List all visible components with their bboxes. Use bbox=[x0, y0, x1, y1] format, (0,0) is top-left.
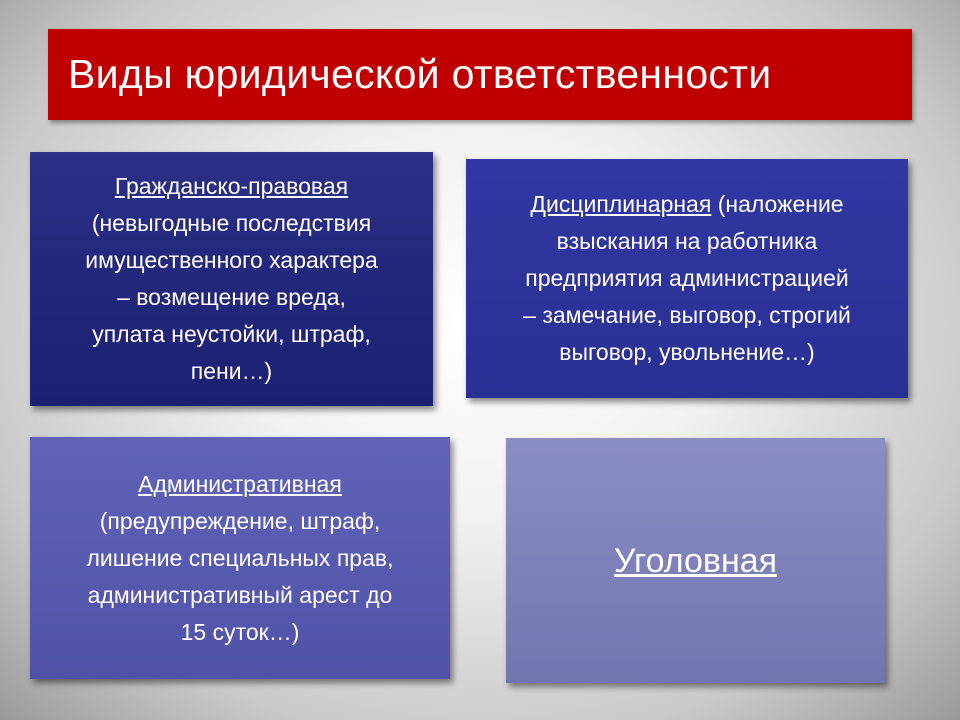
slide-title: Виды юридической ответственности bbox=[68, 51, 772, 97]
administrative-liability-heading: Административная bbox=[138, 470, 342, 497]
disciplinary-liability-heading: Дисциплинарная bbox=[530, 191, 712, 217]
administrative-liability-box bbox=[30, 437, 450, 679]
title-bar bbox=[48, 29, 912, 120]
disciplinary-liability-box bbox=[466, 159, 908, 398]
civil-liability-line: – возмещение вреда, bbox=[117, 284, 346, 310]
disciplinary-liability-line: предприятия администрацией bbox=[525, 265, 849, 291]
disciplinary-liability-first-line-rest: (наложение bbox=[711, 191, 844, 217]
civil-liability-line: (невыгодные последствия bbox=[91, 210, 372, 236]
civil-liability-heading: Гражданско-правовая bbox=[114, 173, 349, 199]
administrative-liability-line: лишение специальных прав, bbox=[86, 544, 394, 571]
criminal-liability-heading: Уголовная bbox=[613, 541, 778, 580]
administrative-liability-line: (предупреждение, штраф, bbox=[99, 507, 381, 534]
criminal-liability-box bbox=[506, 438, 885, 683]
administrative-liability-line: административный арест до bbox=[87, 581, 393, 608]
administrative-liability-line: 15 суток…) bbox=[180, 618, 300, 645]
disciplinary-liability-first-line bbox=[523, 186, 851, 223]
civil-liability-line: пени…) bbox=[190, 358, 273, 384]
civil-liability-line: уплата неустойки, штраф, bbox=[92, 321, 371, 347]
disciplinary-liability-line: – замечание, выговор, строгий bbox=[523, 302, 851, 328]
disciplinary-liability-line: взыскания на работника bbox=[556, 228, 818, 254]
disciplinary-liability-line: выговор, увольнение…) bbox=[559, 339, 815, 365]
civil-liability-line: имущественного характера bbox=[85, 247, 378, 273]
civil-liability-box bbox=[30, 152, 433, 406]
